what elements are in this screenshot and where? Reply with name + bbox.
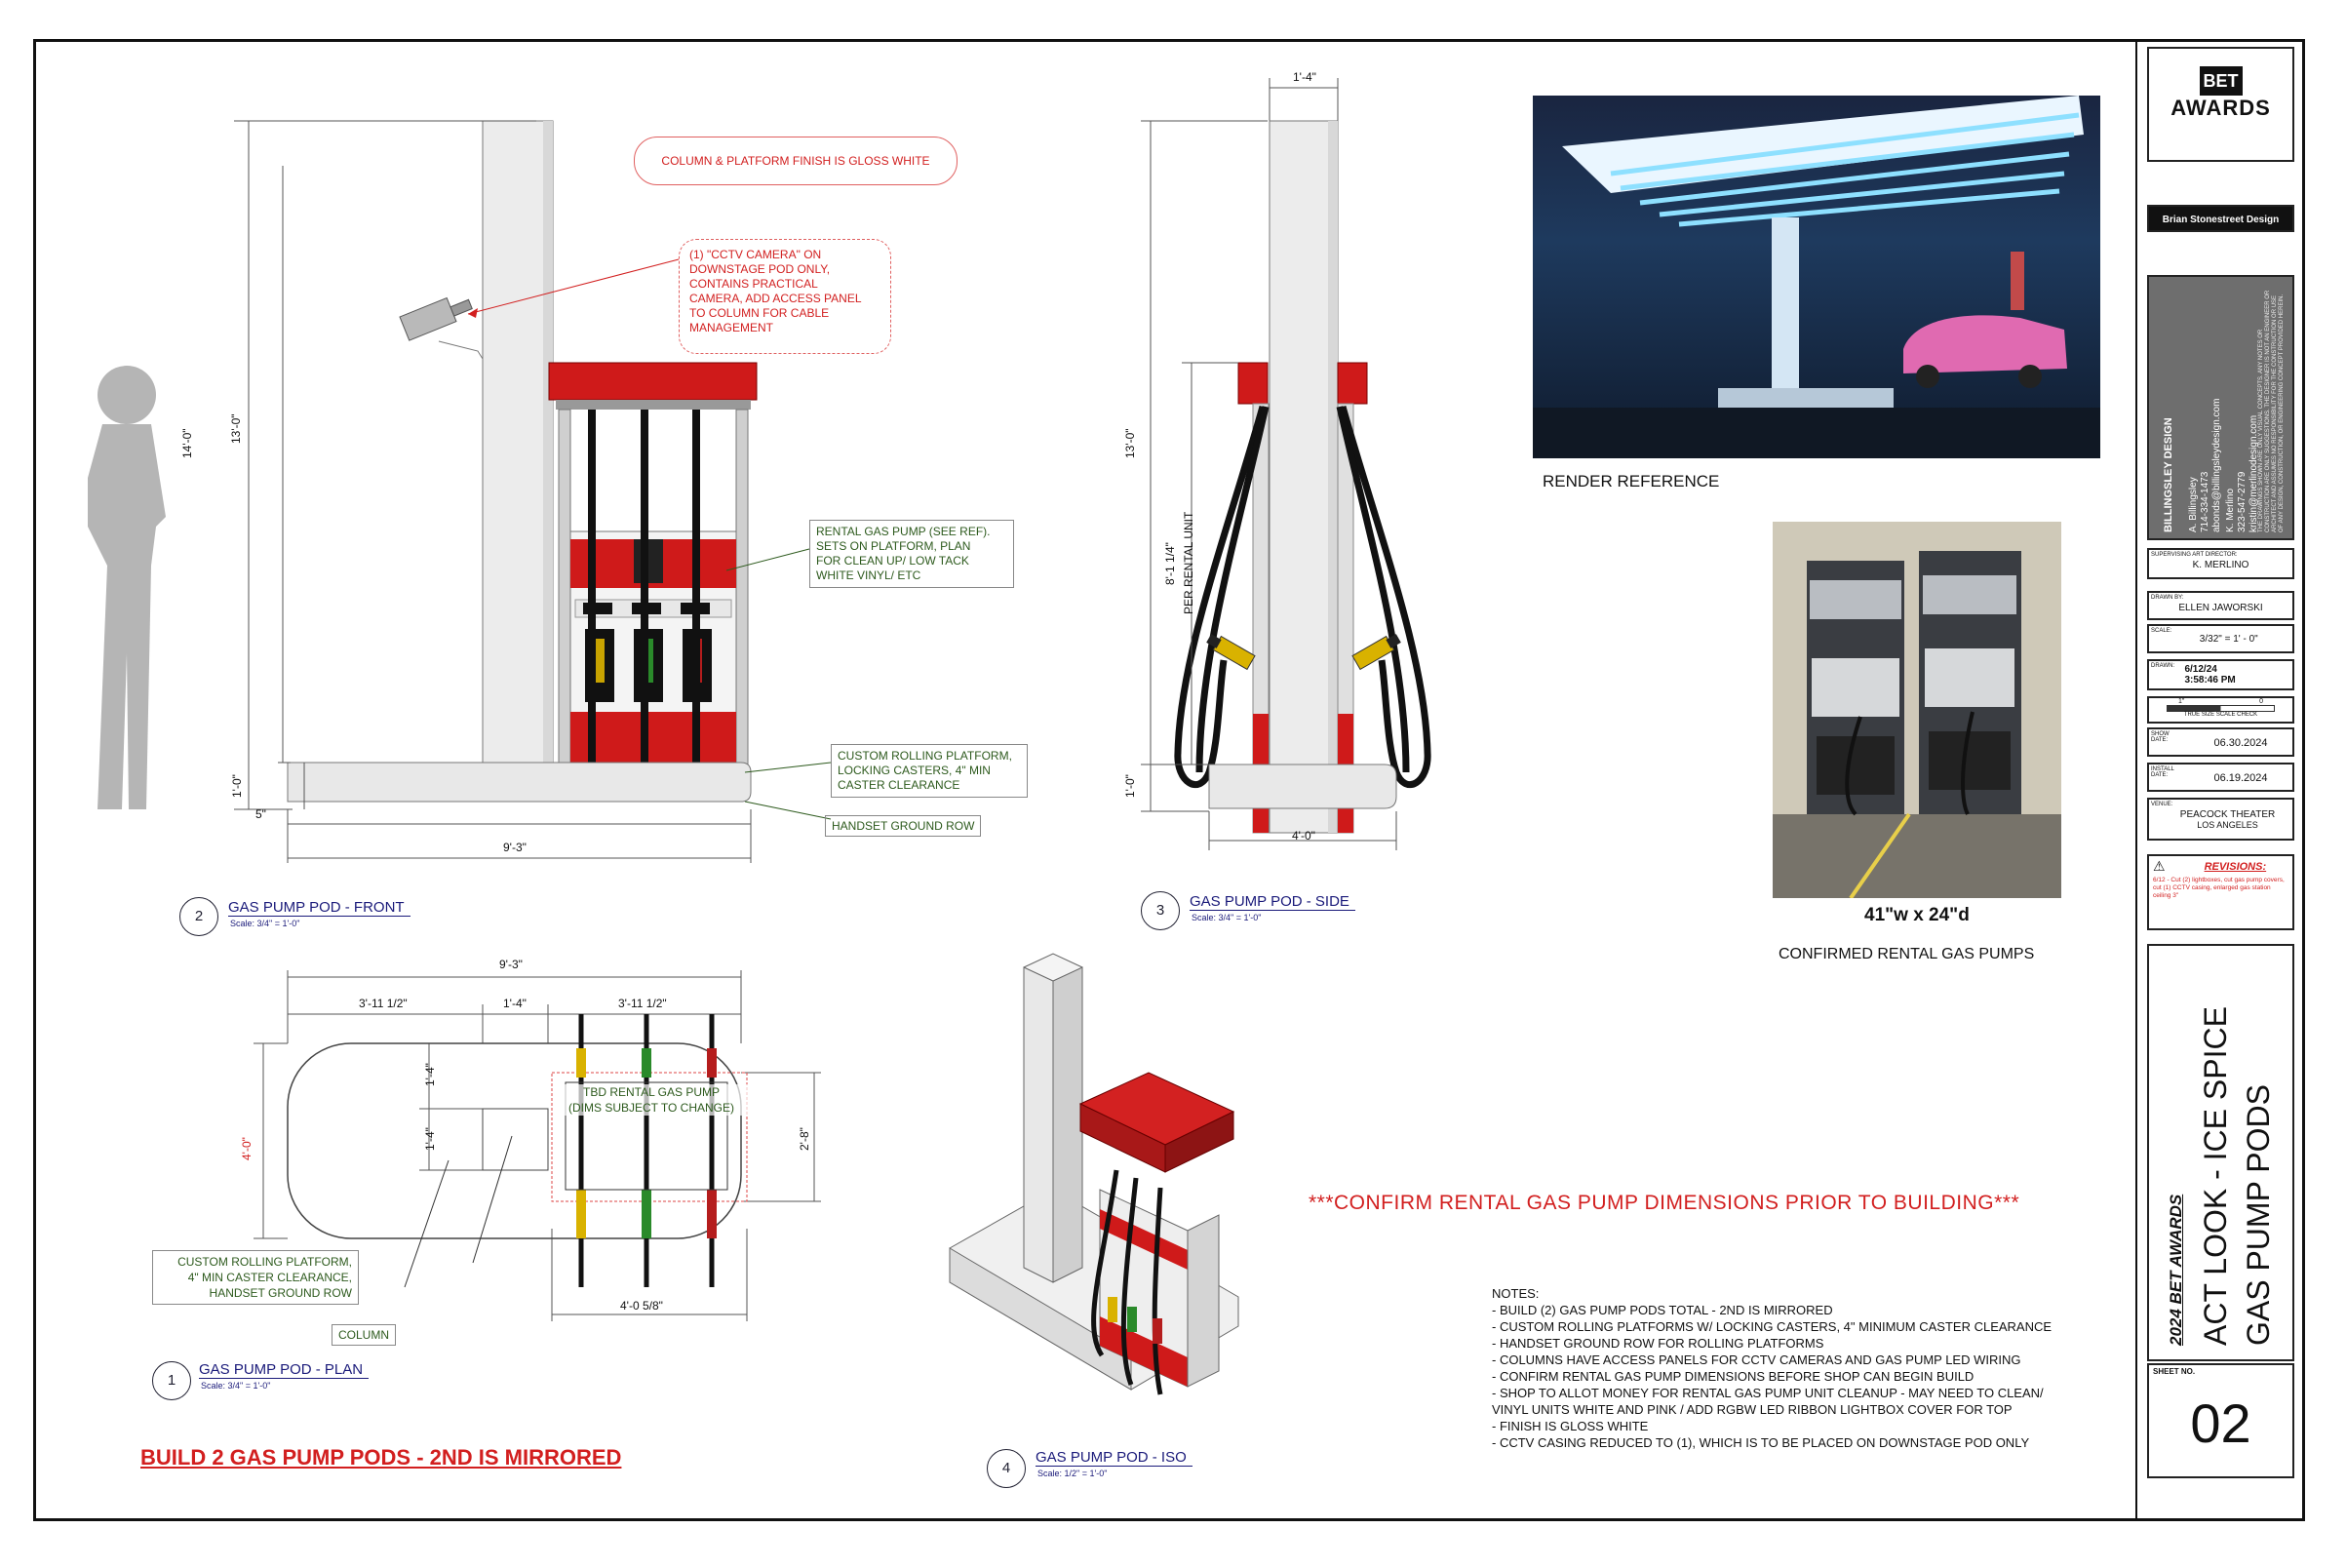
awards-wordmark: AWARDS xyxy=(2170,96,2271,120)
plan-pump-label-line: (DIMS SUBJECT TO CHANGE) xyxy=(567,1101,735,1115)
view-title-plan: GAS PUMP POD - PLAN xyxy=(199,1361,369,1379)
contact-line: 714-334-1473 xyxy=(2200,471,2210,532)
note-item: - CCTV CASING REDUCED TO (1), WHICH IS TO BE PLACED ON DOWNSTAGE POD ONLY xyxy=(1492,1435,2030,1450)
plan-pump-label xyxy=(554,1084,749,1116)
dim-plan-left-width: 3'-11 1/2" xyxy=(359,997,408,1010)
project-name: 2024 BET AWARDS xyxy=(2167,1194,2185,1346)
dim-side-column-height: 13'-0" xyxy=(1123,428,1137,458)
drawn-by-box xyxy=(2147,591,2294,620)
note-item: - CUSTOM ROLLING PLATFORMS W/ LOCKING CASTERS, 4" MINIMUM CASTER CLEARANCE xyxy=(1492,1319,2053,1334)
scale-check-b: 0 xyxy=(2259,698,2263,705)
designer-banner: Brian Stonestreet Design xyxy=(2147,205,2294,232)
sheet-title-1: ACT LOOK - ICE SPICE xyxy=(2198,1006,2233,1346)
confirm-dimensions-note: ***CONFIRM RENTAL GAS PUMP DIMENSIONS PRIOR TO BUILDING*** xyxy=(1309,1192,2020,1214)
drawn-by-label: DRAWN BY: xyxy=(2151,595,2184,601)
note-cctv-line: CAMERA, ADD ACCESS PANEL xyxy=(689,292,862,305)
revisions-text: 6/12 - Cut (2) lightboxes, cut gas pump covers, cut (1) CCTV casing, enlarged gas station ceiling 3" xyxy=(2153,877,2285,899)
person-silhouette xyxy=(88,366,166,809)
build-note: BUILD 2 GAS PUMP PODS - 2ND IS MIRRORED xyxy=(140,1445,622,1470)
dim-plan-pump-width: 4'-0 5/8" xyxy=(620,1299,663,1313)
rental-pump-caption: CONFIRMED RENTAL GAS PUMPS xyxy=(1779,946,2035,962)
dim-plan-depth: 4'-0" xyxy=(240,1137,254,1160)
revisions-header xyxy=(2149,856,2292,877)
company-contacts xyxy=(2188,399,2223,532)
show-date-label: SHOW DATE: xyxy=(2151,731,2170,743)
dim-front-platform-height: 1'-0" xyxy=(230,774,244,798)
contact-line: kristin@merlinodesign.com xyxy=(2248,414,2259,532)
sheet-title-2: GAS PUMP PODS xyxy=(2241,1084,2276,1346)
view-scale-iso: Scale: 1/2" = 1'-0" xyxy=(1037,1469,1108,1478)
column-front xyxy=(483,121,553,774)
plan-column xyxy=(483,1109,548,1170)
view-title-iso: GAS PUMP POD - ISO xyxy=(1036,1449,1193,1467)
company-contacts-2 xyxy=(2225,415,2260,532)
note-rental-pump xyxy=(809,520,1014,588)
note-plan-line: CUSTOM ROLLING PLATFORM, xyxy=(177,1255,352,1269)
iso-view-drawing xyxy=(936,946,1258,1433)
drawn-datetime xyxy=(2184,664,2235,686)
note-cctv-line: TO COLUMN FOR CABLE xyxy=(689,306,830,320)
scale-box xyxy=(2147,624,2294,653)
note-item: - FINISH IS GLOSS WHITE xyxy=(1492,1419,1649,1433)
venue-value: PEACOCK THEATER xyxy=(2179,809,2276,820)
render-reference-image xyxy=(1533,96,2100,458)
view-number-front: 2 xyxy=(179,897,218,936)
leader-pump xyxy=(722,546,819,575)
bet-awards-logo xyxy=(2147,47,2294,162)
project-title-box xyxy=(2147,944,2294,1361)
install-date-value: 06.19.2024 xyxy=(2213,772,2268,784)
scale-value: 3/32" = 1' - 0" xyxy=(2199,634,2258,645)
view-scale-front: Scale: 3/4" = 1'-0" xyxy=(230,919,300,928)
drawn-date-box xyxy=(2147,659,2294,690)
note-item: - SHOP TO ALLOT MONEY FOR RENTAL GAS PUMP UNIT CLEANUP - MAY NEED TO CLEAN/ xyxy=(1492,1386,2044,1400)
plan-pump-label-line: TBD RENTAL GAS PUMP xyxy=(582,1085,721,1099)
note-finish-cloud: COLUMN & PLATFORM FINISH IS GLOSS WHITE xyxy=(634,137,958,185)
show-date-value: 06.30.2024 xyxy=(2213,737,2268,749)
venue-label: VENUE: xyxy=(2151,802,2173,807)
drawn-date: 6/12/24 xyxy=(2184,664,2217,675)
rental-pump-size: 41"w x 24"d xyxy=(1864,905,1970,925)
dim-front-column-height: 13'-0" xyxy=(229,413,243,444)
plan-platform-outline xyxy=(288,1043,741,1238)
note-item: - HANDSET GROUND ROW FOR ROLLING PLATFORMS xyxy=(1492,1336,1824,1351)
sheet-number-box xyxy=(2147,1363,2294,1478)
side-view-drawing xyxy=(1121,70,1453,870)
scale-check-label: TRUE SIZE SCALE CHECK xyxy=(2183,712,2258,718)
dim-plan-pump-depth: 2'-8" xyxy=(798,1127,811,1151)
leader-cctv xyxy=(458,254,692,332)
scale-check-marks xyxy=(2149,698,2292,705)
show-date-box xyxy=(2147,727,2294,757)
dim-front-total-height: 14'-0" xyxy=(180,428,194,458)
note-plan-platform xyxy=(152,1250,359,1305)
note-platform-line: LOCKING CASTERS, 4" MIN xyxy=(838,764,991,777)
install-date-box xyxy=(2147,763,2294,792)
dim-plan-total-width: 9'-3" xyxy=(499,958,523,971)
view-scale-side: Scale: 3/4" = 1'-0" xyxy=(1192,913,1262,922)
note-cctv-cloud xyxy=(679,239,891,354)
scale-check-bar xyxy=(2167,705,2275,712)
disclaimer-text: THE DRAWINGS SHOWN ARE ONLY VISUAL CONCEPTS. ANY NOTES OR CONSTRUCTION ARE ONLY SUGGESTIONS. THE DESIGNER IS NOT AN ENGINEER OR ARCHITECT AND ASSUMES NO RESPONSIBILITY FOR THE CONSTRUCTION OR USE OF ANY DESIGN, CONSTRUCTION, OR ENGINEERING CONCEPT PROVIDED HEREIN. xyxy=(2258,290,2285,532)
scale-check-a: 1" xyxy=(2178,698,2185,705)
venue-box xyxy=(2147,798,2294,841)
column-side xyxy=(1270,121,1338,833)
note-ground-row: HANDSET GROUND ROW xyxy=(825,815,981,837)
bet-logo-mark: BET xyxy=(2200,66,2243,96)
dim-side-top-width: 1'-4" xyxy=(1293,70,1316,84)
dim-front-width: 9'-3" xyxy=(503,841,527,854)
dim-side-per-unit: PER RENTAL UNIT xyxy=(1182,511,1195,614)
note-cctv-line: CONTAINS PRACTICAL xyxy=(689,277,818,291)
view-scale-plan: Scale: 3/4" = 1'-0" xyxy=(201,1381,271,1391)
dim-side-platform-height: 1'-0" xyxy=(1123,774,1137,798)
drawn-time: 3:58:46 PM xyxy=(2184,675,2236,686)
contact-line: A. Billingsley xyxy=(2188,477,2199,532)
dim-plan-d2: 1'-4" xyxy=(423,1127,437,1151)
sheet-no-label: SHEET NO. xyxy=(2153,1367,2196,1376)
view-title-side: GAS PUMP POD - SIDE xyxy=(1190,893,1355,911)
note-plan-column: COLUMN xyxy=(332,1324,396,1346)
note-item: VINYL UNITS WHITE AND PINK / ADD RGBW LED RIBBON LIGHTBOX COVER FOR TOP xyxy=(1492,1402,2013,1417)
supervising-value: K. MERLINO xyxy=(2192,560,2249,570)
supervising-box xyxy=(2147,548,2294,579)
dim-side-pump-height: 8'-1 1/4" xyxy=(1163,542,1177,585)
venue-city: LOS ANGELES xyxy=(2197,820,2258,830)
leader-platform xyxy=(739,751,837,829)
revisions-label: REVISIONS: xyxy=(2204,860,2267,873)
view-number-plan: 1 xyxy=(152,1361,191,1400)
note-plan-line: 4" MIN CASTER CLEARANCE, xyxy=(187,1271,352,1284)
contact-line: K. Merlino xyxy=(2225,488,2236,532)
rental-pump-photo xyxy=(1773,522,2061,898)
sheet-no-value: 02 xyxy=(2190,1392,2251,1454)
note-pump-line: FOR CLEAN UP/ LOW TACK xyxy=(816,554,969,568)
contact-line: 323-547-2779 xyxy=(2237,471,2248,532)
note-platform-line: CUSTOM ROLLING PLATFORM, xyxy=(838,749,1012,763)
note-pump-line: RENTAL GAS PUMP (SEE REF). xyxy=(816,525,991,538)
dim-plan-d1: 1'-4" xyxy=(423,1063,437,1086)
notes-heading: NOTES: xyxy=(1492,1286,1540,1301)
note-rolling-platform xyxy=(831,744,1028,798)
company-logo-text: BILLINGSLEY DESIGN xyxy=(2163,417,2174,532)
dim-side-base-width: 4'-0" xyxy=(1292,829,1315,843)
scale-check-box xyxy=(2147,696,2294,724)
note-cctv-line: DOWNSTAGE POD ONLY, xyxy=(689,262,831,276)
view-number-iso: 4 xyxy=(987,1449,1026,1488)
view-number-side: 3 xyxy=(1141,891,1180,930)
note-item: - COLUMNS HAVE ACCESS PANELS FOR CCTV CAMERAS AND GAS PUMP LED WIRING xyxy=(1492,1352,2021,1367)
note-cctv-line: MANAGEMENT xyxy=(689,321,774,334)
note-plan-line: HANDSET GROUND ROW xyxy=(209,1286,352,1300)
contact-line: abonds@billingsleydesign.com xyxy=(2211,398,2222,532)
dim-plan-right-width: 3'-11 1/2" xyxy=(618,997,667,1010)
note-item: - BUILD (2) GAS PUMP PODS TOTAL - 2ND IS MIRRORED xyxy=(1492,1303,1833,1317)
render-caption: RENDER REFERENCE xyxy=(1543,472,1720,490)
note-pump-line: WHITE VINYL/ ETC xyxy=(816,568,921,582)
drawn-label: DRAWN: xyxy=(2151,663,2175,669)
dim-front-base: 5" xyxy=(255,807,266,821)
note-item: - CONFIRM RENTAL GAS PUMP DIMENSIONS BEFORE SHOP CAN BEGIN BUILD xyxy=(1492,1369,1975,1384)
warning-triangle-icon: ⚠ xyxy=(2153,858,2166,874)
scale-label: SCALE: xyxy=(2151,628,2172,634)
general-notes xyxy=(1492,1285,2052,1451)
drawn-by-value: ELLEN JAWORSKI xyxy=(2178,603,2263,613)
dim-plan-column-width: 1'-4" xyxy=(503,997,527,1010)
install-date-label: INSTALL DATE: xyxy=(2151,766,2174,778)
supervising-label: SUPERVISING ART DIRECTOR: xyxy=(2151,552,2238,558)
note-platform-line: CASTER CLEARANCE xyxy=(838,778,960,792)
revisions-box xyxy=(2147,854,2294,930)
note-pump-line: SETS ON PLATFORM, PLAN xyxy=(816,539,971,553)
view-title-front: GAS PUMP POD - FRONT xyxy=(228,899,411,917)
company-block xyxy=(2147,275,2294,540)
note-cctv-line: (1) "CCTV CAMERA" ON xyxy=(689,248,822,261)
